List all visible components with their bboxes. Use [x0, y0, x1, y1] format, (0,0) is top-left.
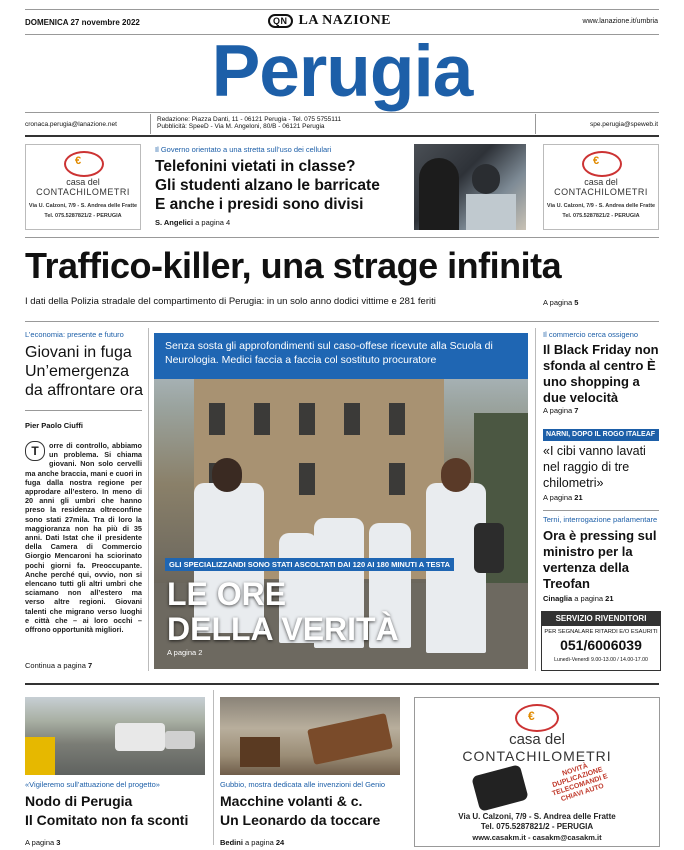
divider: [25, 321, 659, 322]
page-label: A pagina: [25, 838, 55, 847]
rc-headline2[interactable]: «I cibi vanno lavati nel raggio di tre chilometri»: [543, 444, 646, 490]
ad-line1: casa del: [584, 177, 618, 187]
km-logo-icon: €: [582, 151, 622, 177]
headline-line: Il Comitato non fa sconti: [25, 812, 189, 828]
ad-right[interactable]: [543, 144, 659, 230]
ad-line1: casa del: [66, 177, 100, 187]
headline-line: E anche i presidi sono divisi: [155, 196, 364, 213]
service-hours: Lunedì-Venerdì 9.00-13.00 / 14.00-17.00: [554, 657, 648, 663]
author: Cinaglia: [543, 594, 573, 603]
page-number: 5: [574, 298, 579, 307]
service-box[interactable]: [541, 611, 661, 671]
top-story-credit: [155, 218, 230, 227]
headline-line: Nodo di Perugia: [25, 793, 133, 809]
divider: [148, 328, 149, 671]
photo-page-ref: A pagina 2: [167, 648, 203, 657]
rc-ref3: [543, 594, 614, 603]
service-phone[interactable]: 051/6006039: [560, 637, 642, 653]
redazione-info: Redazione: Piazza Danti, 11 - 06121 Perugia - Tel. 075 5755111: [157, 116, 342, 123]
rc-ref2: [543, 493, 583, 502]
page-label: a pagina: [245, 838, 274, 847]
ad-left[interactable]: [25, 144, 141, 230]
editorial-email[interactable]: cronaca.perugia@lanazione.net: [25, 121, 117, 128]
rc-kicker1: Il commercio cerca ossigeno: [543, 330, 639, 339]
b2-kicker: Gubbio, mostra dedicata alle invenzioni del Genio: [220, 780, 386, 789]
ad-big-phone: Tel. 075.5287821/2 - PERUGIA: [480, 822, 594, 831]
photo-band-text: Senza sosta gli approfondimenti sul caso-offese ricevute alla Scuola di Neurologia. Medici faccia a faccia col sostituto procuratore: [165, 340, 493, 366]
issue-date: DOMENICA 27 novembre 2022: [25, 18, 140, 27]
pubblicita-info: Pubblicità: SpeeD - Via M. Angeloni, 80/B - 06121 Perugia: [157, 123, 325, 130]
headline-line: LE ORE: [167, 576, 287, 612]
rc-kicker3: Terni, interrogazione parlamentare: [543, 515, 658, 524]
divider: [25, 683, 659, 685]
car-key-icon: [471, 764, 529, 812]
editorial-title[interactable]: Giovani in fuga Un’emergenza da affrontare ora: [25, 344, 144, 399]
ad-phone: Tel. 075.5287821/2 - PERUGIA: [562, 213, 640, 219]
km-logo-icon: €: [64, 151, 104, 177]
lead-headline[interactable]: Traffico-killer, una strage infinita: [25, 245, 562, 286]
headline-line: Macchine volanti & c.: [220, 793, 363, 809]
headline-line: Telefonini vietati in classe?: [155, 158, 356, 175]
b2-ref: [220, 838, 284, 847]
top-story-headline[interactable]: [155, 157, 411, 214]
page-label: A pagina: [543, 298, 573, 307]
headline-line: Gli studenti alzano le barricate: [155, 177, 380, 194]
page-number: 7: [87, 661, 93, 670]
lead-subhead: I dati della Polizia stradale del compartimento di Perugia: in un solo anno dodici vittime e 281 feriti: [25, 296, 436, 307]
author: S. Angelici: [155, 218, 194, 227]
page-label: A pagina: [543, 406, 573, 415]
divider: [543, 510, 659, 511]
author: Bedini: [220, 838, 243, 847]
divider: [535, 328, 536, 671]
divider: [25, 135, 659, 137]
photo-headline[interactable]: [167, 577, 399, 647]
b1-kicker: «Vigileremo sull’attuazione del progetto»: [25, 780, 160, 789]
page-label: a pagina: [574, 594, 604, 603]
rc-ref1: [543, 406, 578, 415]
page-label: A pagina: [543, 493, 573, 502]
continue-label: Continua a pagina: [25, 661, 86, 670]
newspaper-logo[interactable]: [268, 13, 391, 29]
ad-line2: CONTACHILOMETRI: [554, 187, 648, 197]
headline-line: Un Leonardo da toccare: [220, 812, 381, 828]
dropcap: T: [25, 441, 45, 461]
masthead-title: Perugia: [211, 31, 473, 112]
ad-phone: Tel. 075.5287821/2 - PERUGIA: [44, 213, 122, 219]
b2-headline[interactable]: [220, 792, 410, 830]
ad-big-web[interactable]: www.casakm.it - casakm@casakm.it: [472, 833, 602, 842]
editorial-continue[interactable]: [25, 661, 92, 670]
divider: [150, 114, 151, 134]
rc-headline3[interactable]: Ora è pressing sul ministro per la vertenza della Treofan: [543, 528, 657, 591]
service-title: SERVIZIO RIVENDITORI: [542, 612, 660, 626]
page-number: 21: [574, 493, 583, 502]
rc-kicker2: NARNI, DOPO IL ROGO ITALEAF: [543, 429, 659, 441]
students-photo: [414, 144, 526, 230]
page-number: 7: [574, 406, 579, 415]
page-ref: a pagina 4: [195, 218, 231, 227]
ad-big-address: Via U. Calzoni, 7/9 - S. Andrea delle Fratte: [458, 812, 616, 821]
ad-address: Via U. Calzoni, 7/9 - S. Andrea delle Fratte: [546, 203, 656, 209]
caption-bar: GLI SPECIALIZZANDI SONO STATI ASCOLTATI DAI 120 AI 180 MINUTI A TESTA: [165, 558, 454, 571]
divider: [25, 410, 142, 411]
editorial-text: orre di controllo, abbiamo un problema. Si chiama giovani. Non solo cervelli ma anche braccia, mani e cuori in fuga dalla nostra regione per approdare all’estero. In meno di 20 anni gli umbri che hanno preso la residenza oltreconfine sono stati 27mila. Tra di loro la maggioranza non ha più di 35 anni. Dati Istat che il presidente della Camera di Commercio Giorgio Mencaroni ha sciorinato pochi giorni fa. Preoccupante. Anche perché qui, ovvio, non si elencano tutti gli altri umbri che sciamano non all’estero ma verso altre regioni. Giovani talenti che migrano verso luoghi e città che – ai loro occhi – offrono opportunità migliori.: [25, 441, 142, 635]
service-line: PER SEGNALARE RITARDI E/O ESAURITI: [544, 629, 658, 635]
page-number: 3: [56, 838, 61, 847]
km-logo-icon: €: [515, 704, 559, 732]
advertising-email[interactable]: spe.perugia@speweb.it: [589, 121, 658, 128]
ad-big-promo: NOVITÀ DUPLICAZIONE TELECOMANDI E CHIAVI AUTO: [551, 762, 609, 804]
editorial-author: Pier Paolo Ciuffi: [25, 421, 83, 430]
ad-big-line1: casa del: [509, 731, 565, 748]
b1-headline[interactable]: [25, 792, 215, 830]
rc-headline1[interactable]: Il Black Friday non sfonda al centro È uno shopping a due velocità: [543, 342, 659, 405]
ad-big[interactable]: [414, 697, 660, 847]
qn-logo: QN: [268, 14, 293, 28]
ad-line2: CONTACHILOMETRI: [36, 187, 130, 197]
exhibition-photo: [220, 697, 400, 775]
ad-big-line2: CONTACHILOMETRI: [462, 748, 612, 764]
headline-line: DELLA VERITÀ: [167, 611, 399, 647]
divider: [535, 114, 536, 134]
logo-name: LA NAZIONE: [298, 13, 392, 28]
top-story-kicker: Il Governo orientato a una stretta sull’uso dei cellulari: [155, 145, 332, 154]
divider: [25, 237, 659, 238]
page-number: 24: [275, 838, 285, 847]
ad-address: Via U. Calzoni, 7/9 - S. Andrea delle Fratte: [28, 203, 138, 209]
b1-ref: [25, 838, 60, 847]
divider: [213, 690, 214, 845]
editorial-kicker: L’economia: presente e futuro: [25, 330, 124, 339]
editorial-body: [25, 441, 142, 634]
page-number: 21: [605, 594, 614, 603]
divider: [25, 112, 659, 113]
website-link[interactable]: www.lanazione.it/umbria: [582, 18, 658, 25]
highway-photo: [25, 697, 205, 775]
lead-page-ref: [543, 298, 578, 307]
